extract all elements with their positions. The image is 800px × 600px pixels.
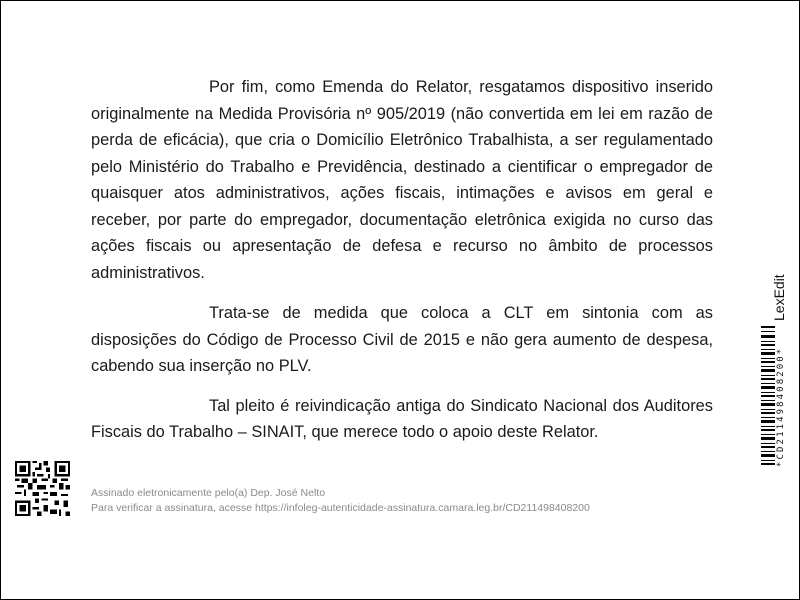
lexedit-logo: LexEdit	[771, 274, 787, 321]
document-body	[91, 74, 713, 455]
barcode-code: *CD211498408200*	[776, 346, 786, 467]
paragraph-sinait: Tal pleito é reivindicação antiga do Sindicato Nacional dos Auditores Fiscais do Trabalho – SINAIT, que merece todo o apoio deste Relator.	[91, 396, 713, 441]
paragraph-clt: Trata-se de medida que coloca a CLT em sintonia com as disposições do Código de Processo Civil de 2015 e não gera aumento de despesa, cabendo sua inserção no PLV.	[91, 304, 713, 375]
paragraph-emenda: Por fim, como Emenda do Relator, resgatamos dispositivo inserido originalmente na Medida Provisória nº 905/2019 (não convertida em lei em razão de perda de eficácia), que cria o Domicílio Eletrônico Trabalhista, a ser regulamentado pelo Ministério do Trabalho e Previdência, destinado a cientificar o empregador de quaisquer atos administrativos, ações fiscais, intimações e avisos em geral e receber, por parte do empregador, documentação eletrônica exigida no curso das ações fiscais ou apresentação de defesa e recurso no âmbito de processos administrativos.	[91, 78, 713, 282]
signature-verify-link[interactable]: Para verificar a assinatura, acesse https://infoleg-autenticidade-assinatura.camara.leg.br/CD211498408200	[91, 502, 590, 514]
signature-block	[91, 486, 590, 516]
qr-code-icon	[15, 461, 70, 516]
signature-signed-by: Assinado eletronicamente pelo(a) Dep. José Nelto	[91, 487, 326, 499]
